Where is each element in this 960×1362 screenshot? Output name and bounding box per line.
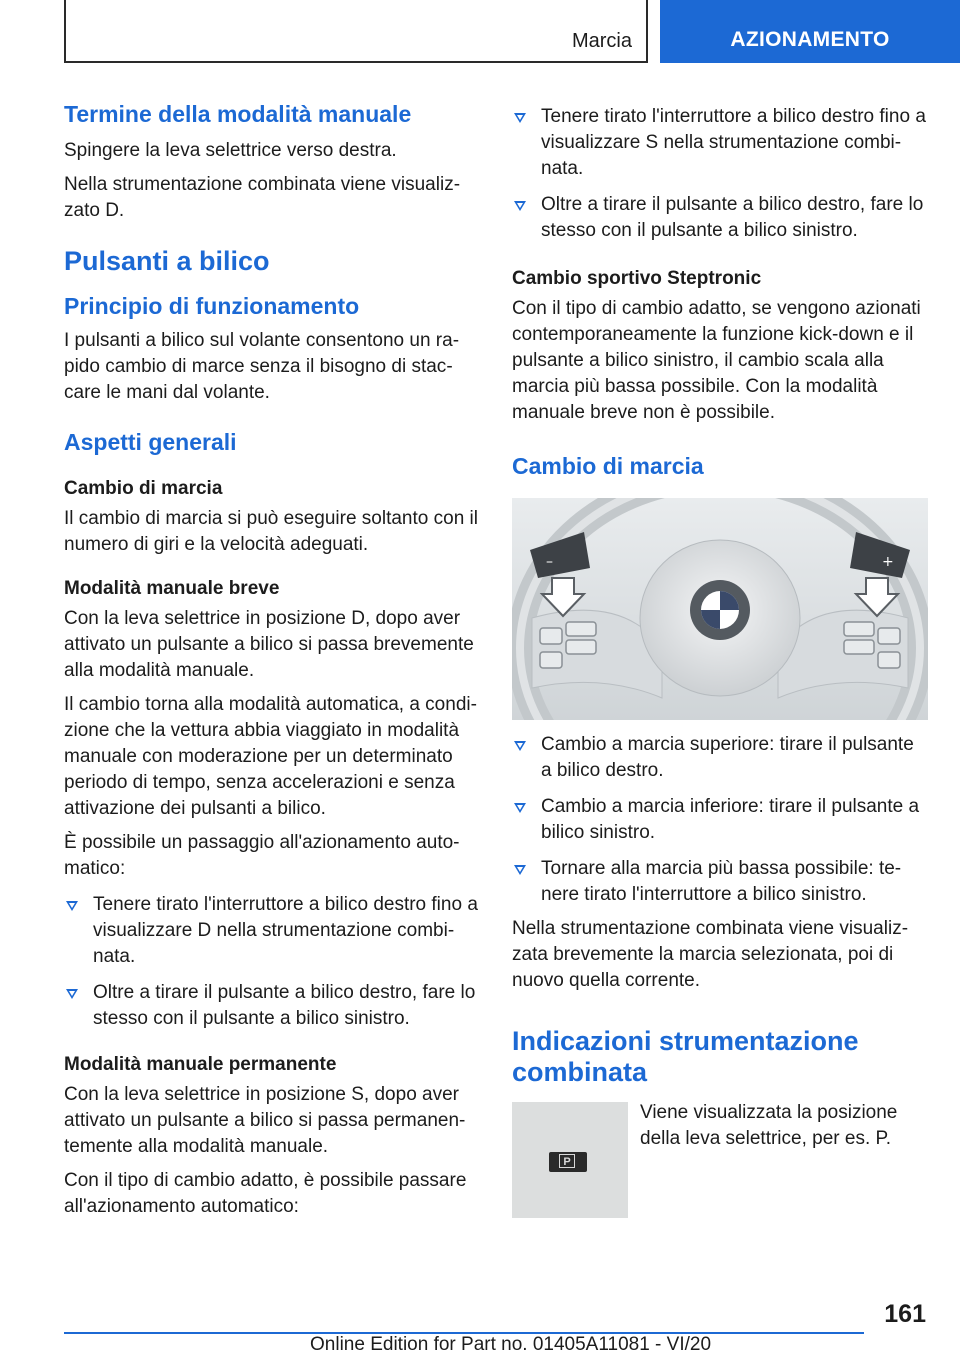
list-item-text: Tenere tirato l'interruttore a bilico destro fino a visualizzare S nella strumentazione combinata. [541, 106, 926, 179]
para-perm-2: Con il tipo di cambio adatto, è possibile passare all'azionamento automatico: [64, 1170, 467, 1217]
list-item [512, 192, 928, 244]
heading-principio: Principio di funzionamento [64, 293, 360, 319]
list-item [512, 104, 928, 182]
para-termine-1: Spingere la leva selettrice verso destra. [64, 140, 397, 161]
bullet-triangle-icon [514, 741, 526, 751]
para-perm-1: Con la leva selettrice in posizione S, dopo aver attivato un pulsante a bilico si passa permanentemente alla modalità manuale. [64, 1084, 466, 1157]
list-item-text: Oltre a tirare il pulsante a bilico destro, fare lo stesso con il pulsante a bilico sinistro. [541, 194, 924, 241]
selector-position-icon [549, 1152, 587, 1172]
list-item [512, 856, 928, 908]
para-breve-2: Il cambio torna alla modalità automatica, a condizione che la vettura abbia viaggiato in modalità manuale con moderazione per un determinato periodo di tempo, senza accelerazioni e senza attivazione dei pulsanti a bilico. [64, 694, 477, 819]
svg-text:+: + [882, 554, 894, 570]
heading-indicazioni: Indicazioni strumentazione combinata [512, 1026, 859, 1087]
bullet-triangle-icon [514, 201, 526, 211]
list-item-text: Cambio a marcia superiore: tirare il pulsante a bilico destro. [541, 734, 914, 781]
para-principio: I pulsanti a bilico sul volante consentono un rapido cambio di marce senza il bisogno di staccare le mani dal volante. [64, 330, 460, 403]
header-section: Marcia [571, 30, 632, 52]
header-box [64, 0, 648, 63]
heading-cambio-marcia-right: Cambio di marcia [512, 453, 704, 479]
selector-position-label: P [559, 1154, 575, 1168]
heading-permanente: Modalità manuale permanente [64, 1054, 337, 1075]
heading-termine: Termine della modalità manuale [64, 101, 412, 127]
list-item-text: Tenere tirato l'interruttore a bilico destro fino a visualizzare D nella strumentazione combinata. [93, 894, 478, 967]
footer-edition-text: Online Edition for Part no. 01405A11081 - VI/20 [310, 1334, 712, 1355]
bullet-triangle-icon [514, 865, 526, 875]
bullet-triangle-icon [514, 113, 526, 123]
list-item [512, 732, 928, 784]
page-number: 161 [884, 1300, 926, 1328]
heading-breve: Modalità manuale breve [64, 578, 280, 599]
para-cambio-marcia: Nella strumentazione combinata viene visualizzata brevemente la marcia selezionata, poi di nuovo quella corrente. [512, 918, 909, 991]
heading-aspetti: Aspetti generali [64, 429, 237, 455]
left-column [64, 100, 480, 1220]
list-item-text: Cambio a marcia inferiore: tirare il pulsante a bilico sinistro. [541, 796, 920, 843]
para-cambio: Il cambio di marcia si può eseguire soltanto con il numero di giri e la velocità adeguati. [64, 508, 478, 555]
heading-steptronic: Cambio sportivo Steptronic [512, 268, 762, 289]
bullet-triangle-icon [514, 803, 526, 813]
list-item [64, 892, 480, 970]
right-column [512, 100, 928, 1222]
header-chapter-tab[interactable]: AZIONAMENTO [660, 0, 960, 63]
para-indicazioni: Viene visualizzata la posizione della leva selettrice, per es. P. [640, 1102, 898, 1149]
bullet-triangle-icon [66, 989, 78, 999]
steering-wheel-illustration [512, 498, 928, 720]
para-breve-3: È possibile un passaggio all'azionamento automatico: [64, 832, 460, 879]
cluster-figure-row [512, 1102, 928, 1222]
heading-cambio-marcia-left: Cambio di marcia [64, 478, 223, 499]
para-termine-2: Nella strumentazione combinata viene visualizzato D. [64, 174, 461, 221]
footer-edition [310, 1334, 711, 1356]
para-steptronic: Con il tipo di cambio adatto, se vengono azionati contemporaneamente la funzione kick-down e il pulsante a bilico sinistro, il cambio scala alla marcia più bassa possibile. Con la modalità manuale breve non è possibile. [512, 298, 921, 423]
list-item-text: Tornare alla marcia più bassa possibile: tenere tirato l'interruttore a bilico sinistro. [541, 858, 902, 905]
list-item [64, 980, 480, 1032]
heading-pulsanti: Pulsanti a bilico [64, 246, 270, 276]
list-item-text: Oltre a tirare il pulsante a bilico destro, fare lo stesso con il pulsante a bilico sinistro. [93, 982, 476, 1029]
bullet-triangle-icon [66, 901, 78, 911]
cluster-display-image [512, 1102, 628, 1218]
para-breve-1: Con la leva selettrice in posizione D, dopo aver attivato un pulsante a bilico si passa brevemente alla modalità manuale. [64, 608, 474, 681]
svg-text:–: – [546, 554, 553, 570]
list-item [512, 794, 928, 846]
bmw-logo-icon [690, 580, 750, 640]
